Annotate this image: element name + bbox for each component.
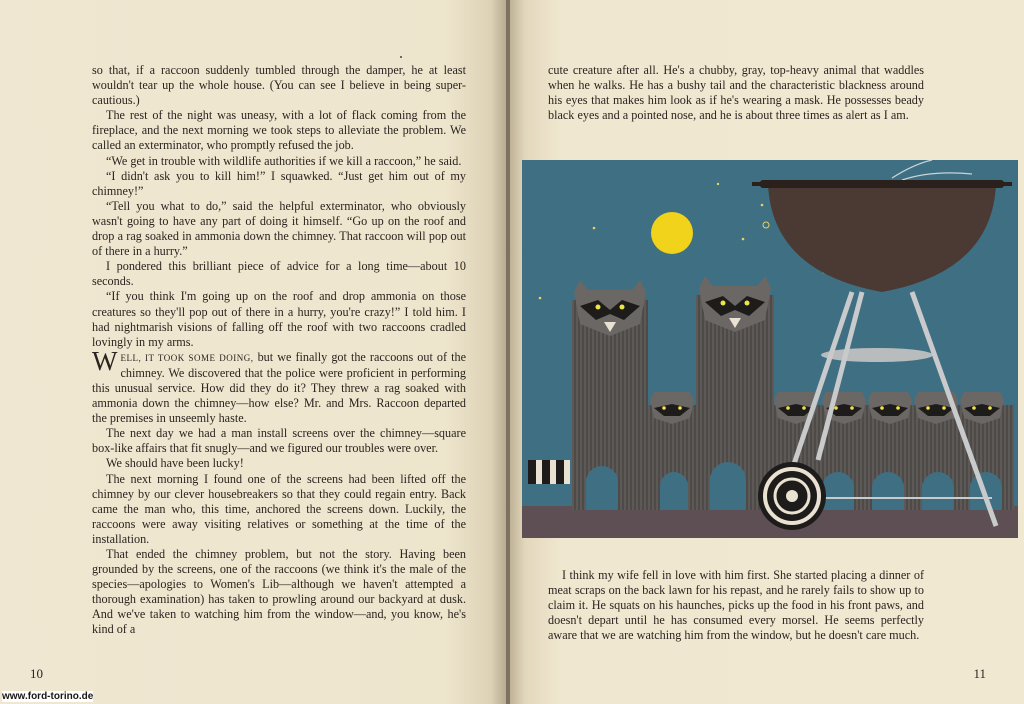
paragraph: We should have been lucky!	[106, 456, 244, 471]
section-opening-paragraph	[92, 345, 466, 426]
paragraph: “We get in trouble with wildlife authorities if we kill a raccoon,” he said.	[106, 153, 462, 168]
paragraph: “Tell you what to do,” said the helpful exterminator, who obviously wasn't going to have any part of doing it himself. “Go up on the roof and drop a rag soaked in ammonia down the chimney. That raccoon will pop out of there in a hurry.”	[92, 198, 466, 259]
paragraph: The rest of the night was uneasy, with a lot of flack coming from the fireplace, and the next morning we took steps to alleviate the problem. We called an exterminator, who promptly refused the job.	[92, 108, 466, 153]
paragraph: I think my wife fell in love with him first. She started placing a dinner of meat scraps on the back lawn for his repast, and he rarely fails to show up to claim it. He squats on his haunches, picks up the food in his front paws, and doesn't depart until he has consumed every morsel. He seems perfectly aware that we are watching him from the window, but he doesn't care much.	[548, 568, 924, 643]
right-top-text	[548, 63, 924, 123]
paragraph: “I didn't ask you to kill him!” I squawked. “Just get him out of my chimney!”	[92, 168, 466, 198]
ink-speck	[400, 56, 402, 58]
paragraph: cute creature after all. He's a chubby, gray, top-heavy animal that waddles when he walks. He has a bushy tail and the characteristic blackness around his eyes that makes him look as if he's wearing a mask. He possesses beady black eyes and a pointed nose, and he is about three times as alert as I am.	[548, 63, 924, 123]
paragraph: That ended the chimney problem, but not the story. Having been grounded by the screens, one of the raccoons (we think it's the male of the species—apologies to Women's Lib—although we haven't attempted a thorough examination) has taken to prowling around our backyard at dusk. And we've taken to watching him from the window—and, you know, he's kind of a	[92, 547, 466, 637]
raccoon-grill-illustration	[522, 160, 1018, 538]
paragraph: The next day we had a man install screens over the chimney—square box-like affairs that fit snugly—and we figured our troubles were over.	[92, 426, 466, 456]
drop-cap: W	[92, 345, 118, 376]
left-page	[0, 0, 506, 704]
paragraph-text: but we finally got the raccoons out of the chimney. We discovered that the police were proficient in performing this unusual service. How did they do it? They threw a rag soaked with ammonia down the chimney—how else? Mr. and Mrs. Raccoon departed the premises in unseemly haste.	[92, 349, 466, 426]
paragraph: I pondered this brilliant piece of advice for a long time—about 10 seconds.	[92, 259, 466, 289]
left-text-column	[92, 63, 466, 638]
paragraph: “If you think I'm going up on the roof and drop ammonia on those creatures so they'll pop out of there in a hurry, you're crazy!” I told him. I had nightmarish visions of falling off the roof with two raccoons cradled lovingly in my arms.	[92, 289, 466, 349]
striped-tail	[528, 460, 570, 484]
page-number: 11	[973, 666, 986, 681]
right-page	[510, 0, 1024, 704]
paragraph: so that, if a raccoon suddenly tumbled through the damper, he at least wouldn't tear up the whole house. (You can see I believe in being super-cautious.)	[92, 63, 466, 108]
small-caps-lead: ELL, IT TOOK SOME DOING,	[120, 352, 254, 363]
moon	[651, 212, 693, 254]
watermark: www.ford-torino.de	[2, 691, 94, 702]
page-number: 10	[30, 666, 43, 681]
paragraph: The next morning I found one of the screens had been lifted off the chimney by our clever housebreakers so that they could regain entry. Back came the man who, this time, anchored the screens down. Luckily, the raccoons were away visiting relatives or something at the time of the installation.	[92, 471, 466, 546]
right-bottom-text	[548, 568, 924, 643]
